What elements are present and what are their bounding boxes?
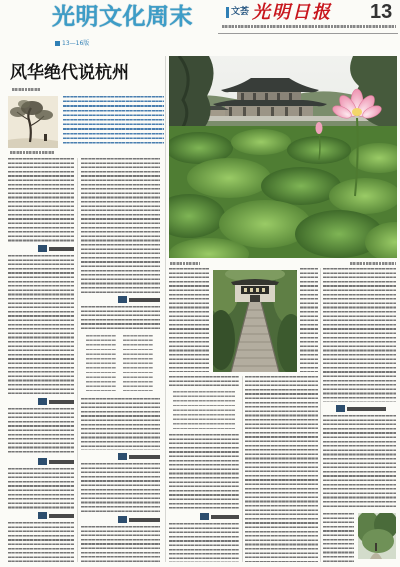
main-photo-caption-right xyxy=(350,262,396,265)
body-text-block xyxy=(81,463,160,513)
column-rule xyxy=(77,158,78,562)
column-rule xyxy=(165,56,166,562)
west-lake-lotus-photo xyxy=(169,56,397,258)
body-text-block xyxy=(245,376,318,562)
subhead-marker xyxy=(38,512,47,519)
body-text-block xyxy=(81,526,160,562)
body-text-block xyxy=(169,376,239,388)
body-text-block xyxy=(323,268,396,402)
poem-lines xyxy=(123,335,153,391)
quote-block xyxy=(173,391,235,431)
body-text-block xyxy=(8,408,74,455)
page-number: 13 xyxy=(370,1,393,23)
section-subhead xyxy=(118,296,160,303)
subhead-marker xyxy=(38,245,47,252)
section-subhead xyxy=(38,245,74,252)
painting-caption xyxy=(10,151,54,154)
subhead-marker xyxy=(336,405,345,412)
square-bullet-icon xyxy=(55,41,60,46)
article-title: 风华绝代说杭州 xyxy=(10,63,129,83)
intro-paragraph xyxy=(63,96,164,146)
poem-lines xyxy=(86,335,116,391)
newspaper-logo: 光明日报 xyxy=(252,2,332,23)
subhead-marker xyxy=(118,453,127,460)
body-text-block xyxy=(8,158,74,242)
poem-box xyxy=(83,333,159,394)
subhead-marker xyxy=(118,516,127,523)
body-text-block xyxy=(81,306,160,330)
body-text-block xyxy=(169,434,239,510)
body-text-block xyxy=(169,268,209,372)
painting-illustration xyxy=(8,96,58,148)
byline xyxy=(12,88,40,91)
trees-photo xyxy=(358,513,396,559)
section-subhead xyxy=(38,512,74,519)
section-subhead xyxy=(38,458,74,465)
column-rule xyxy=(320,268,321,562)
header-rule xyxy=(218,33,398,34)
body-text-block xyxy=(8,468,74,509)
main-photo-caption-left xyxy=(170,262,200,265)
section-subhead xyxy=(118,516,160,523)
body-text-block xyxy=(323,513,354,562)
page-range-label: 13—16版 xyxy=(62,40,90,47)
subhead-marker xyxy=(118,296,127,303)
section-subhead xyxy=(118,453,160,460)
body-text-block xyxy=(300,268,318,372)
section-subhead xyxy=(200,513,239,520)
section-subhead xyxy=(38,398,74,405)
body-text-block xyxy=(169,523,239,562)
subhead-marker xyxy=(38,458,47,465)
body-text-block xyxy=(8,522,74,562)
body-text-block xyxy=(81,398,160,450)
subhead-marker xyxy=(38,398,47,405)
section-tag: 文荟 xyxy=(226,7,249,18)
body-text-block xyxy=(323,415,396,509)
section-subhead xyxy=(336,405,386,412)
body-text-block xyxy=(8,255,74,395)
dateline xyxy=(222,25,396,28)
subhead-marker xyxy=(200,513,209,520)
column-rule xyxy=(242,376,243,562)
page-range-tag xyxy=(55,40,89,47)
body-text-block xyxy=(81,158,160,293)
stone-stairway-gate-photo xyxy=(213,270,297,372)
masthead-title: 光明文化周末 xyxy=(52,4,193,30)
